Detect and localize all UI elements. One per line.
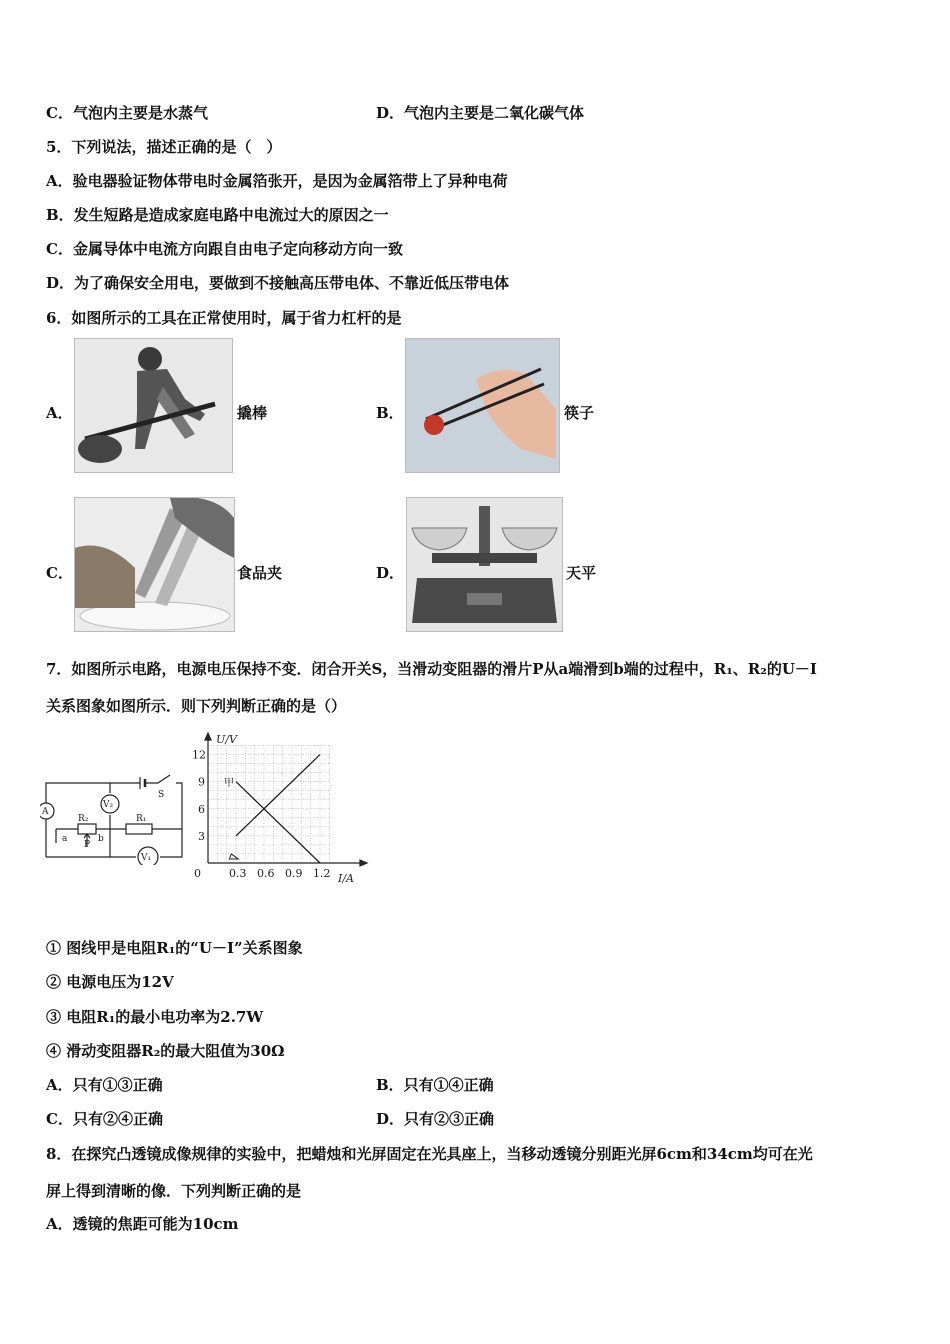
q6-option-b-letter: B．	[376, 404, 404, 422]
q6-option-a-name: 撬棒	[237, 404, 268, 422]
q4-option-d: D．气泡内主要是二氧化碳气体	[376, 104, 585, 122]
ammeter-label: A	[42, 807, 49, 817]
r1-label: R₁	[136, 814, 147, 824]
v2-label: V₂	[103, 800, 114, 810]
food-tongs-photo	[74, 497, 235, 632]
q7-option-b: B．只有①④正确	[376, 1076, 494, 1094]
series-line-1	[236, 755, 320, 836]
q7-stem-line1: 7．如图所示电路，电源电压保持不变．闭合开关S，当滑动变阻器的滑片P从a端滑到b端的过程中，R₁、R₂的U－I	[46, 660, 817, 678]
q4-option-c: C．气泡内主要是水蒸气	[46, 104, 208, 122]
q7-option-a: A．只有①③正确	[46, 1076, 163, 1094]
q6-option-b-name: 筷子	[564, 404, 595, 422]
series-line-0	[236, 782, 320, 863]
q7-statement-4: ④ 滑动变阻器R₂的最大阻值为30Ω	[46, 1042, 285, 1060]
x-tick-label: 1.2	[313, 867, 331, 880]
y-axis-label: U/V	[216, 733, 237, 746]
switch-label: S	[158, 790, 165, 800]
q6-option-d-letter: D．	[376, 564, 405, 582]
q6-option-d-name: 天平	[566, 564, 597, 582]
r2-label: R₂	[78, 814, 89, 824]
q6-option-c-letter: C．	[46, 564, 73, 582]
q6-option-c-name: 食品夹	[237, 564, 283, 582]
q7-option-d: D．只有②③正确	[376, 1110, 495, 1128]
u-i-graph	[190, 730, 370, 890]
q5-option-a: A．验电器验证物体带电时金属箔张开，是因为金属箔带上了异种电荷	[46, 172, 508, 190]
q7-statement-2: ② 电源电压为12V	[46, 973, 174, 991]
x-tick-label: 0.9	[285, 867, 303, 880]
end-a-label: a	[62, 834, 68, 844]
end-b-label: b	[98, 834, 104, 844]
v1-label: V₁	[141, 853, 152, 863]
balance-scale-photo	[406, 497, 563, 632]
q5-stem: 5．下列说法，描述正确的是（ ）	[46, 138, 282, 156]
y-axis-arrow	[205, 733, 211, 740]
x-axis-arrow	[360, 860, 367, 866]
triangle-marker	[229, 854, 238, 859]
series-label-jia: 甲	[224, 778, 234, 789]
q7-option-c: C．只有②④正确	[46, 1110, 163, 1128]
q5-option-c: C．金属导体中电流方向跟自由电子定向移动方向一致	[46, 240, 403, 258]
q8-stem-line2: 屏上得到清晰的像．下列判断正确的是	[46, 1182, 302, 1200]
chopsticks-photo	[405, 338, 560, 473]
y-tick-label: 9	[198, 775, 205, 789]
q8-option-a: A．透镜的焦距可能为10cm	[46, 1215, 239, 1233]
x-tick-label: 0.6	[257, 867, 275, 880]
crowbar-photo	[74, 338, 233, 473]
x-tick-label: 0	[194, 867, 201, 880]
circuit-diagram	[40, 765, 190, 865]
y-tick-label: 12	[192, 748, 206, 762]
q5-option-d: D．为了确保安全用电，要做到不接触高压带电体、不靠近低压带电体	[46, 274, 510, 292]
q7-statement-3: ③ 电阻R₁的最小电功率为2.7W	[46, 1008, 264, 1026]
y-tick-label: 3	[198, 829, 205, 843]
q6-stem: 6．如图所示的工具在正常使用时，属于省力杠杆的是	[46, 309, 402, 327]
q7-statement-1: ① 图线甲是电阻R₁的“U－I”关系图象	[46, 939, 303, 957]
q6-option-a-letter: A．	[46, 404, 73, 422]
q8-stem-line1: 8．在探究凸透镜成像规律的实验中，把蜡烛和光屏固定在光具座上，当移动透镜分别距光屏6cm和34cm均可在光	[46, 1145, 813, 1163]
y-tick-label: 6	[198, 802, 205, 816]
x-tick-label: 0.3	[229, 867, 247, 880]
q5-option-b: B．发生短路是造成家庭电路中电流过大的原因之一	[46, 206, 389, 224]
slider-p-label: P	[84, 840, 91, 850]
x-axis-label: I/A	[338, 872, 354, 885]
q7-stem-line2: 关系图象如图所示．则下列判断正确的是（）	[46, 697, 347, 715]
